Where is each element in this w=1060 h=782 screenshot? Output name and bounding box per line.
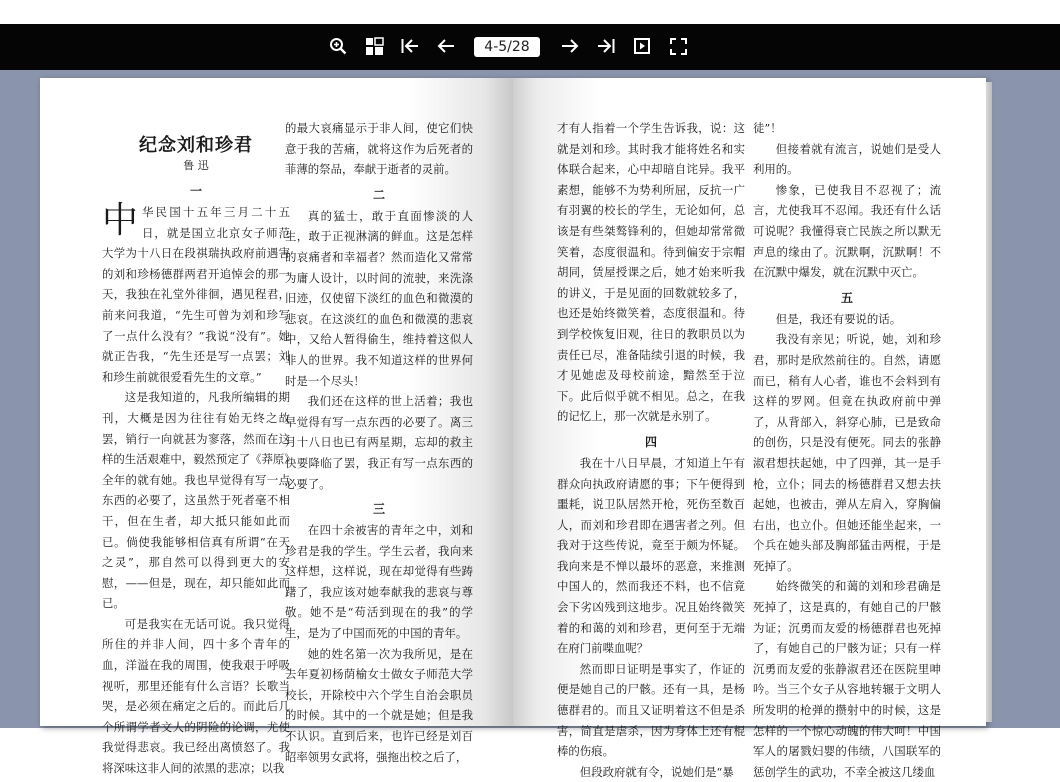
book-spread <box>40 78 986 779</box>
section-heading-5: 五 <box>840 290 853 305</box>
paragraph: 惨象，已使我目不忍视了；流言，尤使我耳不忍闻。我还有什么话可说呢？我懂得衰亡民族之所以默无声息的缘由了。沉默啊，沉默啊！不在沉默中爆发，就在沉默中灭亡。 <box>753 182 941 280</box>
thumbnails-icon[interactable] <box>362 34 386 58</box>
fullscreen-icon[interactable] <box>666 34 690 58</box>
section-heading-2: 二 <box>372 187 385 202</box>
viewer-toolbar <box>0 24 1060 70</box>
paragraph: 我在十八日早晨，才知道上午有群众向执政府请愿的事；下午便得到噩耗，说卫队居然开枪，死伤至数百人，而刘和珍君即在遇害者之列。但我对于这些传说，竟至于颇为怀疑。我向来是不惮以最坏的恶意，来推测中国人的，然而我还不料，也不信竟会下劣凶残到这地步。况且始终微笑着的和蔼的刘和珍君，更何至于无端在府门前喋血呢？ <box>557 455 745 656</box>
paragraph: 中华民国十五年三月二十五日，就是国立北京女子师范大学为十八日在段祺瑞执政府前遇害的刘和珍杨德群两君开追悼会的那一天，我独在礼堂外徘徊，遇见程君，前来问我道，“先生可曾为刘和珍写了一点什么没有？”我说“没有”。她就正告我，“先生还是写一点罢；刘和珍生前就很爱看先生的文章。” <box>102 200 290 384</box>
right-page[interactable] <box>513 78 986 779</box>
viewer-area <box>0 70 1060 779</box>
paragraph: 我没有亲见；听说，她，刘和珍君，那时是欣然前往的。自然，请愿而已，稍有人心者，谁也不会料到有这样的罗网。但竟在执政府前中弹了，从背部入，斜穿心肺，已是致命的创伤，只是没有便死。同去的张静淑君想扶起她，中了四弹，其一是手枪，立仆；同去的杨德群君又想去扶起她，也被击，弹从左肩入，穿胸偏右出，也立仆。但她还能坐起来，一个兵在她头部及胸部猛击两棍，于是死掉了。 <box>753 332 941 573</box>
prev-page-icon[interactable] <box>434 34 458 58</box>
paragraph: 才有人指着一个学生告诉我，说：这就是刘和珍。其时我才能将姓名和实体联合起来，心中却暗自诧异。我平素想，能够不为势利所屈，反抗一广有羽翼的校长的学生，无论如何，总该是有些桀骜锋利的，但她却常常微笑着，态度很温和。待到偏安于宗帽胡同，赁屋授课之后，她才始来听我的讲义，于是见面的回数就较多了，也还是始终微笑着，态度很温和。待到学校恢复旧观，往日的教职员以为责任已尽，准备陆续引退的时候，我才见她虑及母校前途，黯然至于泣下。此后似乎就不相见。总之，在我的记忆上，那一次就是永别了。 <box>557 121 745 424</box>
paragraph: 但段政府就有令，说她们是“暴 <box>579 764 734 779</box>
left-page-column-1 <box>102 118 290 779</box>
last-page-icon[interactable] <box>594 34 618 58</box>
paragraph: 这是我知道的，凡我所编辑的期刊，大概是因为往往有始无终之故罢，销行一向就甚为寥落，然而在这样的生活艰难中，毅然预定了《莽原》全年的就有她。我也早觉得有写一点东西的必要了，这虽然于死者毫不相干，但在生者，却大抵只能如此而已。倘使我能够相信真有所谓“在天之灵”，那自然可以得到更大的安慰，——但是，现在，却只能如此而已。 <box>102 390 290 611</box>
section-heading-3: 三 <box>372 502 385 517</box>
page-edge <box>986 82 992 722</box>
right-page-column-1 <box>557 118 745 782</box>
first-page-icon[interactable] <box>398 34 422 58</box>
paragraph: 的最大哀痛显示于非人间，使它们快意于我的苦痛，就将这作为后死者的菲薄的祭品，奉献于逝者的灵前。 <box>285 121 473 177</box>
paragraph: 徒”！ <box>753 121 782 135</box>
paragraph: 可是我实在无话可说。我只觉得所住的并非人间，四十多个青年的血，洋溢在我的周围，使我艰于呼吸视听，那里还能有什么言语？长歌当哭，是必须在痛定之后的。而此后几个所谓学者文人的阴险的论调，尤使我觉得悲哀。我已经出离愤怒了。我将深味这非人间的浓黑的悲凉；以我 <box>102 616 290 776</box>
page-indicator[interactable]: 4-5/28 <box>474 37 540 57</box>
right-page-column-2 <box>753 118 941 782</box>
left-page[interactable] <box>40 78 513 776</box>
drop-cap: 中 <box>102 200 139 241</box>
zoom-in-icon[interactable] <box>326 34 350 58</box>
paragraph: 我们还在这样的世上活着；我也早觉得有写一点东西的必要了。离三月十八日也已有两星期，忘却的救主快要降临了罢，我正有写一点东西的必要了。 <box>285 394 473 491</box>
paragraph: 真的猛士，敢于直面惨淡的人生，敢于正视淋漓的鲜血。这是怎样的哀痛者和幸福者？然而造化又常常为庸人设计，以时间的流驶，来洗涤旧迹，仅使留下淡红的血色和微漠的悲哀。在这淡红的血色和微漠的悲哀中，又给人暂得偷生，维持着这似人非人的世界。我不知道这样的世界何时是一个尽头！ <box>285 208 473 388</box>
paragraph: 但接着就有流言，说她们是受人利用的。 <box>753 141 941 177</box>
slideshow-icon[interactable] <box>630 34 654 58</box>
paragraph: 然而即日证明是事实了，作证的便是她自己的尸骸。还有一具，是杨德群君的。而且又证明着这不但是杀害，简直是虐杀，因为身体上还有棍棒的伤痕。 <box>557 661 745 759</box>
article-author: 鲁 迅 <box>183 159 209 172</box>
left-page-column-2 <box>285 118 473 767</box>
paragraph: 她的姓名第一次为我所见，是在去年夏初杨荫榆女士做女子师范大学校长，开除校中六个学生自治会职员的时候。其中的一个就是她；但是我不认识。直到后来，也许已经是刘百昭率领男女武将，强拖出校之后了， <box>285 646 473 764</box>
section-heading-1: 一 <box>189 184 202 198</box>
paragraph: 始终微笑的和蔼的刘和珍君确是死掉了，这是真的，有她自己的尸骸为证；沉勇而友爱的杨德群君也死掉了，有她自己的尸骸为证；只有一样沉勇而友爱的张静淑君还在医院里呻吟。当三个女子从容地转辗于文明人所发明的枪弹的攒射中的时候，这是怎样的一个惊心动魄的伟大呵！中国军人的屠戮妇婴的伟绩，八国联军的惩创学生的武功，不幸全被这几缕血 <box>753 579 941 779</box>
section-heading-4: 四 <box>644 434 657 449</box>
paragraph: 但是，我还有要说的话。 <box>775 311 902 326</box>
paragraph: 在四十余被害的青年之中，刘和珍君是我的学生。学生云者，我向来这样想，这样说，现在却觉得有些踌躇了，我应该对她奉献我的悲哀与尊敬。她不是“苟活到现在的我”的学生，是为了中国而死的中国的青年。 <box>285 523 473 641</box>
next-page-icon[interactable] <box>558 34 582 58</box>
article-title: 纪念刘和珍君 <box>139 135 253 156</box>
